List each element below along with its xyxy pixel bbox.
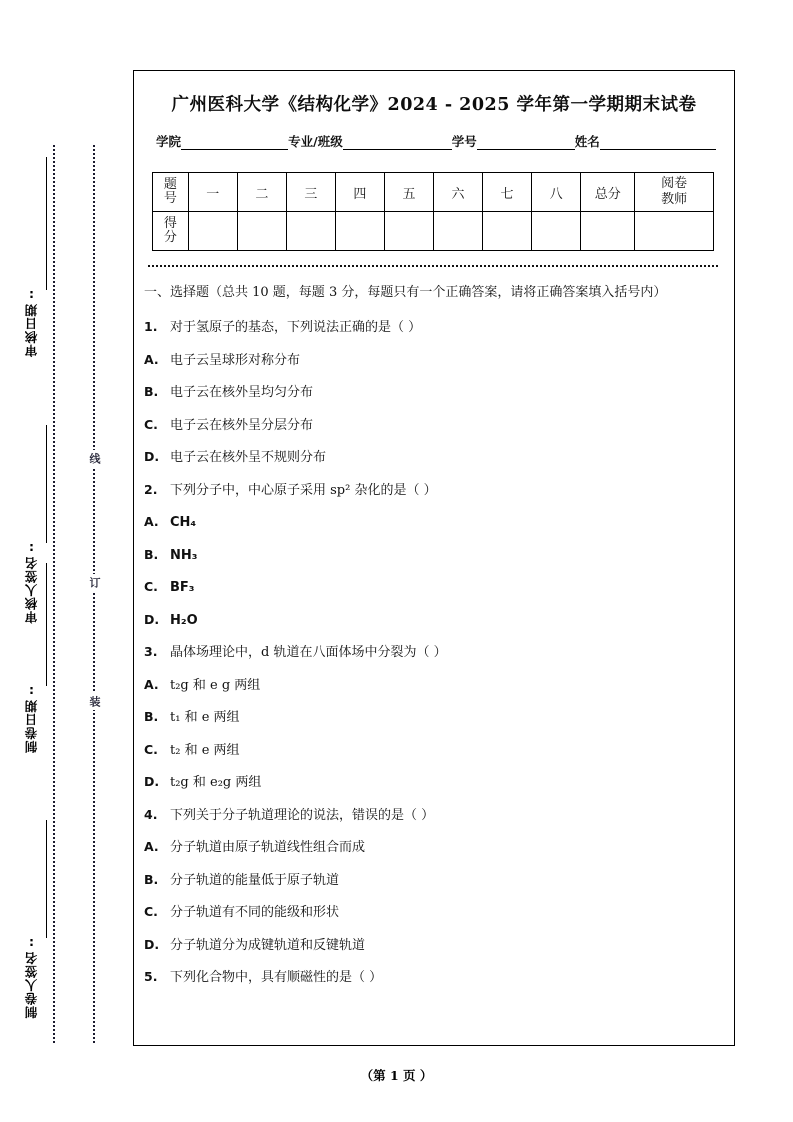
question-2-option-b[interactable] bbox=[144, 546, 718, 566]
score-cell-7[interactable] bbox=[483, 212, 532, 251]
question-2-option-d-text: H₂O bbox=[170, 612, 198, 628]
question-5-text: 下列化合物中，具有顺磁性的是（ ） bbox=[170, 970, 383, 986]
name-label: 姓名 bbox=[574, 134, 600, 149]
marker-teacher-line1: 阅卷 bbox=[661, 175, 688, 191]
question-3-option-b-text: t₁ 和 e 两组 bbox=[170, 710, 240, 726]
question-1-option-b-text: 电子云在核外呈均匀分布 bbox=[170, 385, 314, 401]
question-1-option-c[interactable] bbox=[144, 416, 718, 436]
question-4-option-c-text: 分子轨道有不同的能级和形状 bbox=[170, 905, 340, 921]
question-3-text: 晶体场理论中，d 轨道在八面体场中分裂为（ ） bbox=[170, 645, 447, 661]
question-1-option-d-marker: D. bbox=[144, 449, 160, 465]
col-header-4: 四 bbox=[335, 173, 384, 212]
question-5 bbox=[144, 968, 718, 988]
student-info-line bbox=[156, 132, 716, 150]
score-table bbox=[152, 172, 714, 251]
question-4-option-a-marker: A. bbox=[144, 839, 159, 855]
question-2-option-b-text: NH₃ bbox=[170, 547, 198, 563]
score-cell-2[interactable] bbox=[237, 212, 286, 251]
dotted-vertical-line-outer bbox=[53, 145, 55, 1043]
question-1-option-a-marker: A. bbox=[144, 351, 159, 367]
col-header-3: 三 bbox=[286, 173, 335, 212]
paper-author-signature-rule bbox=[46, 820, 47, 938]
question-2-option-c-text: BF₃ bbox=[170, 580, 195, 596]
question-1-option-b-marker: B. bbox=[144, 384, 159, 400]
score-cell-8[interactable] bbox=[532, 212, 581, 251]
question-3-option-c-text: t₂ 和 e 两组 bbox=[170, 742, 240, 758]
score-cell-marker-teacher[interactable] bbox=[635, 212, 714, 251]
question-4-option-c-marker: C. bbox=[144, 904, 158, 920]
question-1-option-b[interactable] bbox=[144, 383, 718, 403]
section-divider-dotted bbox=[148, 265, 718, 267]
question-1-text: 对于氢原子的基态，下列说法正确的是（ ） bbox=[170, 320, 422, 336]
question-4-option-a-text: 分子轨道由原子轨道线性组合而成 bbox=[170, 840, 366, 856]
reviewer-signature-label: 审核人签名: bbox=[24, 540, 39, 624]
question-2-option-c[interactable] bbox=[144, 578, 718, 598]
paper-date-label: 制卷日期: bbox=[24, 683, 39, 753]
question-2-text: 下列分子中，中心原子采用 sp² 杂化的是（ ） bbox=[170, 482, 437, 498]
question-3-option-a-text: t₂g 和 e g 两组 bbox=[170, 677, 261, 693]
col-header-7: 七 bbox=[483, 173, 532, 212]
question-3-option-a-marker: A. bbox=[144, 676, 159, 692]
page-title: 广州医科大学《结构化学》2024 - 2025 学年第一学期期末试卷 bbox=[171, 95, 697, 115]
seam-char-xian: 线 bbox=[84, 450, 102, 467]
score-table-container bbox=[152, 172, 714, 251]
paper-date-rule bbox=[46, 563, 47, 686]
score-cell-3[interactable] bbox=[286, 212, 335, 251]
major-class-input-rule[interactable] bbox=[343, 136, 452, 150]
score-cell-5[interactable] bbox=[384, 212, 433, 251]
row-header-score-char1: 得 bbox=[163, 216, 177, 232]
question-3-option-a[interactable] bbox=[144, 676, 718, 696]
question-3-option-b[interactable] bbox=[144, 708, 718, 728]
question-2-option-a-text: CH₄ bbox=[170, 515, 197, 531]
question-4-option-d-marker: D. bbox=[144, 936, 160, 952]
paper-author-signature-label: 制卷人签名: bbox=[24, 935, 39, 1019]
reviewer-signature-rule bbox=[46, 425, 47, 543]
dotted-vertical-line-inner bbox=[93, 145, 95, 1043]
question-1-option-c-text: 电子云在核外呈分层分布 bbox=[170, 417, 314, 433]
name-input-rule[interactable] bbox=[600, 136, 716, 150]
col-header-2: 二 bbox=[237, 173, 286, 212]
score-cell-total[interactable] bbox=[581, 212, 635, 251]
question-4-option-a[interactable] bbox=[144, 838, 718, 858]
question-4-option-b[interactable] bbox=[144, 871, 718, 891]
row-header-score-char2: 分 bbox=[163, 230, 177, 245]
question-1-number: 1. bbox=[144, 319, 158, 335]
question-4-option-c[interactable] bbox=[144, 903, 718, 923]
question-1-option-a-text: 电子云呈球形对称分布 bbox=[170, 352, 301, 368]
exam-paper-frame bbox=[133, 70, 735, 1046]
question-2 bbox=[144, 481, 718, 501]
question-3-option-c[interactable] bbox=[144, 741, 718, 761]
college-label: 学院 bbox=[156, 134, 182, 149]
question-1 bbox=[144, 318, 718, 338]
student-id-input-rule[interactable] bbox=[477, 136, 575, 150]
question-3 bbox=[144, 643, 718, 663]
page-footer: （第 1 页 ） bbox=[360, 1068, 433, 1083]
exam-content bbox=[144, 281, 718, 988]
question-1-option-d-text: 电子云在核外呈不规则分布 bbox=[170, 450, 327, 466]
question-3-number: 3. bbox=[144, 644, 158, 660]
question-4-option-b-text: 分子轨道的能量低于原子轨道 bbox=[170, 872, 340, 888]
review-date-label: 审核日期: bbox=[24, 287, 39, 357]
row-header-score bbox=[153, 212, 189, 251]
col-header-6: 六 bbox=[433, 173, 482, 212]
question-2-option-d-marker: D. bbox=[144, 611, 160, 627]
question-4 bbox=[144, 806, 718, 826]
seam-char-ding: 订 bbox=[84, 574, 102, 591]
question-5-number: 5. bbox=[144, 969, 158, 985]
question-2-option-d[interactable] bbox=[144, 611, 718, 631]
seam-char-zhuang: 装 bbox=[84, 693, 102, 710]
question-1-option-d[interactable] bbox=[144, 448, 718, 468]
question-4-option-d-text: 分子轨道分为成键轨道和反键轨道 bbox=[170, 937, 366, 953]
col-header-marker-teacher bbox=[635, 173, 714, 212]
question-4-number: 4. bbox=[144, 806, 158, 822]
question-4-text: 下列关于分子轨道理论的说法，错误的是（ ） bbox=[170, 807, 435, 823]
question-1-option-c-marker: C. bbox=[144, 416, 158, 432]
row-header-question-number-char1: 题 bbox=[163, 177, 177, 193]
question-4-option-b-marker: B. bbox=[144, 871, 159, 887]
score-cell-6[interactable] bbox=[433, 212, 482, 251]
question-2-option-c-marker: C. bbox=[144, 579, 158, 595]
question-3-option-b-marker: B. bbox=[144, 709, 159, 725]
major-class-label: 专业/班级 bbox=[288, 134, 343, 149]
left-margin-apparatus bbox=[0, 0, 130, 1122]
marker-teacher-line2: 教师 bbox=[661, 192, 688, 207]
col-header-8: 八 bbox=[532, 173, 581, 212]
question-3-option-d[interactable] bbox=[144, 773, 718, 793]
table-row-question-numbers bbox=[153, 173, 714, 212]
question-4-option-d[interactable] bbox=[144, 936, 718, 956]
review-date-rule bbox=[46, 157, 47, 290]
score-cell-4[interactable] bbox=[335, 212, 384, 251]
question-1-option-a[interactable] bbox=[144, 351, 718, 371]
table-row-scores bbox=[153, 212, 714, 251]
col-header-total: 总分 bbox=[581, 173, 635, 212]
question-3-option-d-marker: D. bbox=[144, 774, 160, 790]
question-2-option-a[interactable] bbox=[144, 513, 718, 533]
row-header-question-number bbox=[153, 173, 189, 212]
col-header-5: 五 bbox=[384, 173, 433, 212]
section-heading-choice: 一、选择题（总共 10 题，每题 3 分，每题只有一个正确答案，请将正确答案填入括号内） bbox=[144, 285, 667, 300]
score-cell-1[interactable] bbox=[188, 212, 237, 251]
question-2-number: 2. bbox=[144, 481, 158, 497]
question-2-option-b-marker: B. bbox=[144, 546, 159, 562]
question-2-option-a-marker: A. bbox=[144, 514, 159, 530]
question-3-option-d-text: t₂g 和 e₂g 两组 bbox=[170, 775, 262, 791]
question-3-option-c-marker: C. bbox=[144, 741, 158, 757]
college-input-rule[interactable] bbox=[181, 136, 288, 150]
col-header-1: 一 bbox=[188, 173, 237, 212]
student-id-label: 学号 bbox=[451, 134, 477, 149]
row-header-question-number-char2: 号 bbox=[163, 191, 177, 206]
